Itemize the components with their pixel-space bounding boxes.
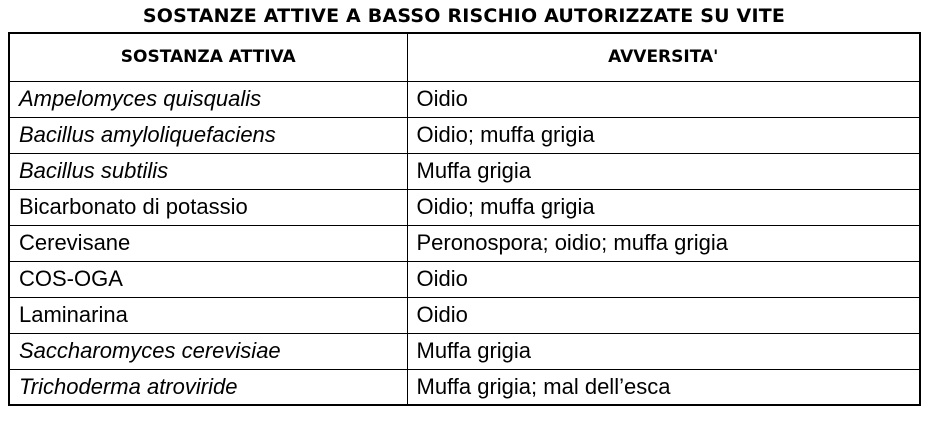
- substance-cell: Cerevisane: [9, 225, 407, 261]
- substance-cell: Trichoderma atroviride: [9, 369, 407, 405]
- adversity-cell: Oidio: [407, 261, 920, 297]
- table-row: [9, 369, 920, 405]
- substance-cell: Ampelomyces quisqualis: [9, 81, 407, 117]
- table-row: [9, 81, 920, 117]
- substance-cell: Laminarina: [9, 297, 407, 333]
- table-row: [9, 261, 920, 297]
- table-row: [9, 153, 920, 189]
- adversity-cell: Peronospora; oidio; muffa grigia: [407, 225, 920, 261]
- table-row: [9, 189, 920, 225]
- column-header-substance: SOSTANZA ATTIVA: [9, 33, 407, 81]
- adversity-cell: Muffa grigia: [407, 333, 920, 369]
- adversity-cell: Muffa grigia: [407, 153, 920, 189]
- column-header-adversity: AVVERSITA': [407, 33, 920, 81]
- adversity-cell: Muffa grigia; mal dell’esca: [407, 369, 920, 405]
- adversity-cell: Oidio: [407, 297, 920, 333]
- table-row: [9, 333, 920, 369]
- table-row: [9, 117, 920, 153]
- substance-cell: Saccharomyces cerevisiae: [9, 333, 407, 369]
- table-row: [9, 225, 920, 261]
- active-substances-table: [8, 32, 921, 406]
- substance-cell: Bicarbonato di potassio: [9, 189, 407, 225]
- adversity-cell: Oidio; muffa grigia: [407, 189, 920, 225]
- table-title: SOSTANZE ATTIVE A BASSO RISCHIO AUTORIZZATE SU VITE: [142, 5, 786, 27]
- adversity-cell: Oidio; muffa grigia: [407, 117, 920, 153]
- table-header-row: [9, 33, 920, 81]
- substance-cell: Bacillus subtilis: [9, 153, 407, 189]
- substance-cell: COS-OGA: [9, 261, 407, 297]
- table-row: [9, 297, 920, 333]
- substance-cell: Bacillus amyloliquefaciens: [9, 117, 407, 153]
- adversity-cell: Oidio: [407, 81, 920, 117]
